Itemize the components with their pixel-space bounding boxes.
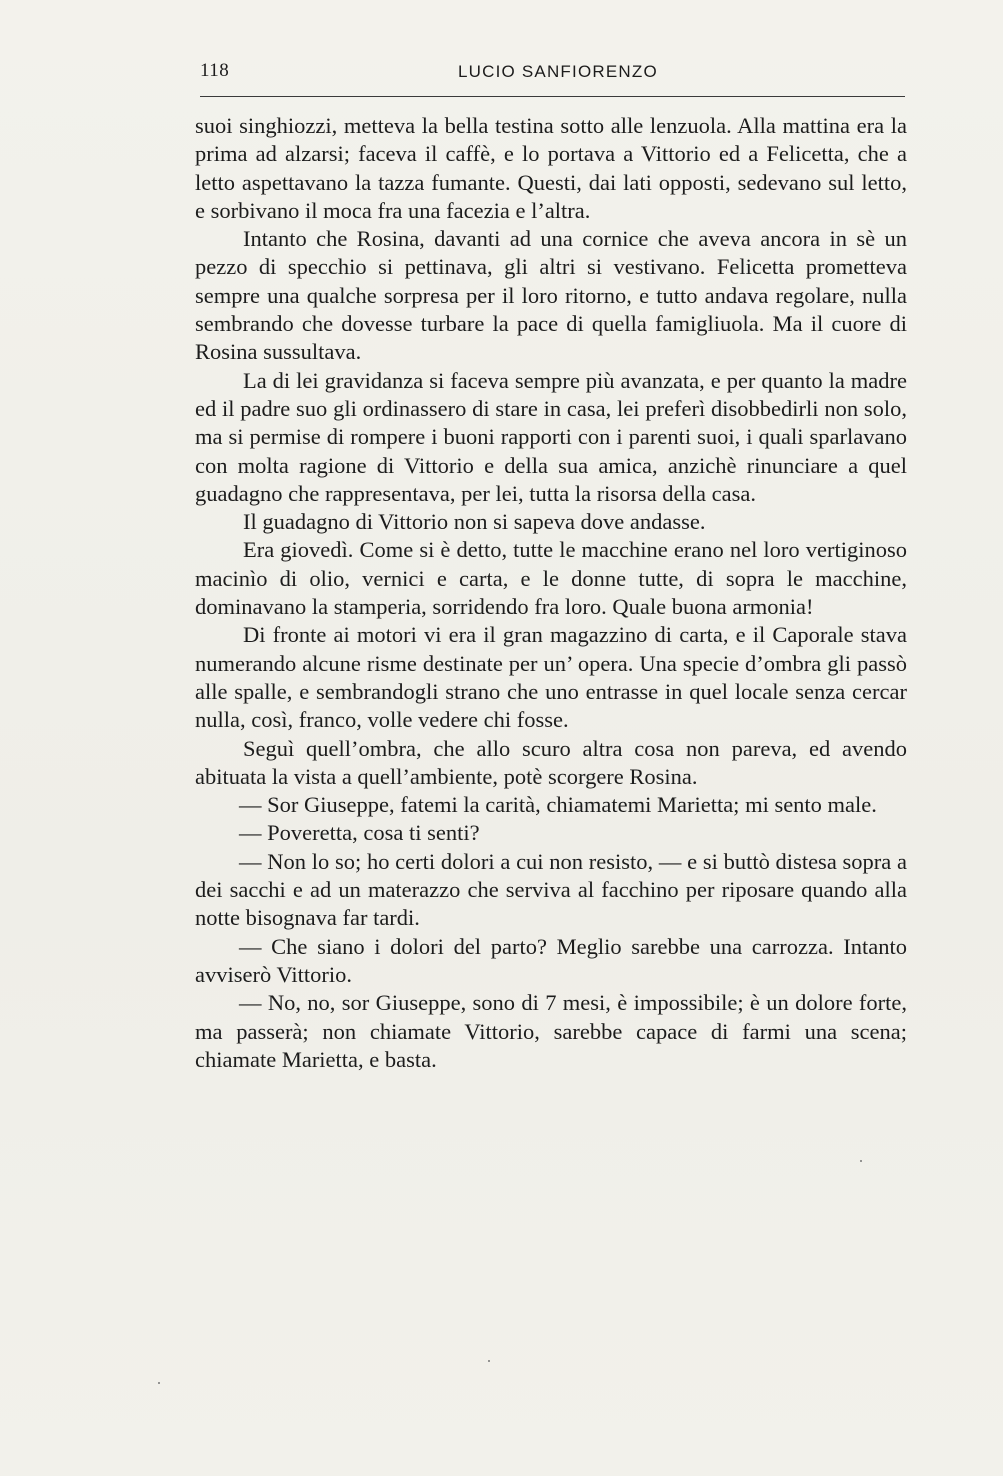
page-number: 118 — [200, 60, 230, 81]
paragraph: Era giovedì. Come si è detto, tutte le macchine erano nel loro vertiginoso macinìo di olio, vernici e carta, e le donne tutte, di sopra le macchine, dominavano la stamperia, sorridendo fra loro. Quale buona armonia! — [195, 537, 907, 620]
running-title: LUCIO SANFIORENZO — [458, 62, 658, 81]
paragraph: Di fronte ai motori vi era il gran magazzino di carta, e il Caporale stava numerando alcune risme destinate per un’ opera. Una specie d’ombra gli passò alle spalle, e sembrandogli strano che uno entrasse in quel locale senza cercar nulla, così, franco, volle vedere chi fosse. — [195, 622, 907, 733]
paragraph: suoi singhiozzi, metteva la bella testina sotto alle lenzuola. Alla mattina era la prima ad alzarsi; faceva il caffè, e lo portava a Vittorio ed a Felicetta, che a letto aspettavano la tazza fumante. Questi, dai lati opposti, sedevano sul letto, e sorbivano il moca fra una facezia e l’altra. — [195, 113, 907, 223]
dialogue-paragraph: — Sor Giuseppe, fatemi la carità, chiamatemi Marietta; mi sento male. — [239, 792, 877, 818]
paragraph: Intanto che Rosina, davanti ad una cornice che aveva ancora in sè un pezzo di specchio si pettinava, gli altri si vestivano. Felicetta prometteva sempre una qualche sorpresa per il loro ritorno, e tutto andava regolare, nulla sembrando che dovesse turbare la pace di quella famigliuola. Ma il cuore di Rosina sussultava. — [195, 226, 907, 365]
dialogue-paragraph: — Non lo so; ho certi dolori a cui non resisto, — e si buttò distesa sopra a dei sacchi e ad un materazzo che serviva al facchino per riposare quando alla notte bisognava far tardi. — [195, 848, 907, 931]
dialogue-paragraph: — Poveretta, cosa ti senti? — [239, 820, 480, 846]
paper-speck — [488, 1360, 490, 1362]
body-text — [195, 112, 907, 1074]
paragraph: Il guadagno di Vittorio non si sapeva dove andasse. — [243, 509, 706, 535]
paper-speck — [860, 1160, 862, 1162]
dialogue-paragraph: — No, no, sor Giuseppe, sono di 7 mesi, è impossibile; è un dolore forte, ma passerà; non chiamate Vittorio, sarebbe capace di farmi una scena; chiamate Marietta, e basta. — [195, 990, 907, 1072]
paragraph: Seguì quell’ombra, che allo scuro altra cosa non pareva, ed avendo abituata la vista a quell’ambiente, potè scorgere Rosina. — [195, 735, 907, 789]
header-rule — [200, 96, 905, 97]
paper-speck — [158, 1382, 160, 1384]
paragraph: La di lei gravidanza si faceva sempre più avanzata, e per quanto la madre ed il padre suo gli ordinassero di stare in casa, lei preferì disobbedirli non solo, ma si permise di rompere i buoni rapporti con i parenti suoi, i quali sparlavano con molta ragione di Vittorio e della sua amica, anzichè rinunciare a quel guadagno che rappresentava, per lei, tutta la risorsa della casa. — [195, 367, 907, 506]
dialogue-paragraph: — Che siano i dolori del parto? Meglio sarebbe una carrozza. Intanto avviserò Vittorio. — [195, 933, 907, 987]
page-header — [200, 60, 905, 94]
